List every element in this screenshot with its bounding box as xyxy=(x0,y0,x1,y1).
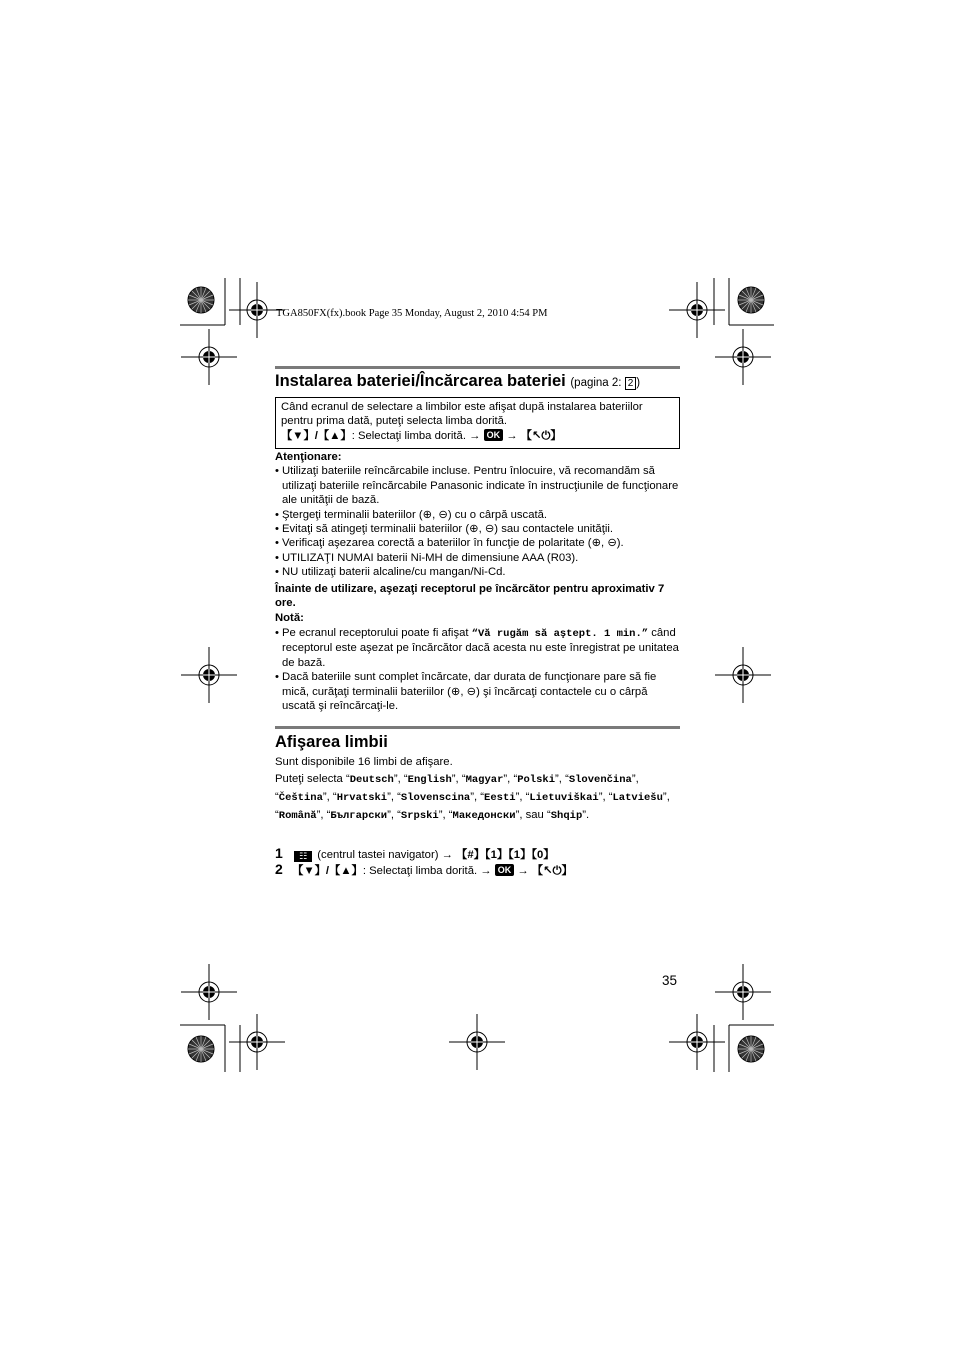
language-option: Română xyxy=(278,809,317,822)
menu-key-icon: ☷ xyxy=(294,851,312,862)
language-option: Lietuviškai xyxy=(529,791,599,804)
ok-key-icon: OK xyxy=(495,864,515,876)
list-item: • Ştergeţi terminalii bateriilor (⊕, ⊖) cu o cârpă uscată. xyxy=(275,508,680,522)
list-item: • Pe ecranul receptorului poate fi afişat “Vă rugăm să aştept. 1 min.” când receptorul este aşezat pe încărcător dacă acesta nu este înregistrat pe unitatea de bază. xyxy=(275,626,680,670)
list-item: • Utilizaţi bateriile reîncărcabile incluse. Pentru înlocuire, vă recomandăm să utilizaţi bateriile reîncărcabile Panasonic indicate în instrucţiunile de funcţionare ale unităţii de bază. xyxy=(275,464,680,507)
language-intro: Sunt disponibile 16 limbi de afişare. xyxy=(275,756,453,768)
key-sequence: 【#】【1】【1】【0】 xyxy=(456,849,555,861)
section-rule xyxy=(275,366,680,369)
arrow-icon: → xyxy=(506,429,518,442)
language-option: Македонски xyxy=(452,809,516,822)
list-item: • NU utilizaţi baterii alcaline/cu mangan/Ni-Cd. xyxy=(275,565,680,579)
language-option: Latviešu xyxy=(612,791,663,804)
language-option: Polski xyxy=(517,774,556,786)
note-heading: Notă: xyxy=(275,612,304,625)
language-option: Slovenčina xyxy=(568,774,632,786)
up-down-keys: 【▼】/【▲】 xyxy=(281,429,352,442)
title-text: Instalarea bateriei/Încărcarea bateriei xyxy=(275,372,566,390)
section-rule xyxy=(275,726,680,729)
box-instruction: 【▼】/【▲】: Selectaţi limba dorită. → OK → 【↖⏻】 xyxy=(281,429,562,442)
language-option: Български xyxy=(330,809,388,822)
list-item: • UTILIZAŢI NUMAI baterii Ni-MH de dimensiune AAA (R03). xyxy=(275,551,680,565)
page-reference: (pagina 2: 2 ) xyxy=(570,377,641,389)
book-header: TGA850FX(fx).book Page 35 Monday, August 2, 2010 4:54 PM xyxy=(276,308,548,319)
note-list xyxy=(275,626,680,713)
language-option: Srpski xyxy=(400,809,439,822)
up-down-keys: 【▼】/【▲】 xyxy=(292,865,363,877)
page-number: 35 xyxy=(662,973,678,988)
off-key-icon: 【↖⏻】 xyxy=(520,429,562,442)
language-select-box xyxy=(275,397,680,449)
language-option: Shqip xyxy=(550,809,583,822)
list-item: • Dacă bateriile sunt complet încărcate, dar durata de funcţionare pare să fie mică, curăţaţi terminalii bateriilor (⊕, ⊖) şi încărcaţi contactele cu o cârpă uscată şi reîncărcaţi-le. xyxy=(275,670,680,713)
box-intro: Când ecranul de selectare a limbilor este afişat după instalarea bateriilor pentru prima dată, puteţi selecta limba dorită. xyxy=(281,401,643,428)
caution-list xyxy=(275,464,680,579)
language-option: Slovenscina xyxy=(400,791,471,804)
language-option: Magyar xyxy=(465,774,504,786)
screen-message: “Vă rugăm să aştept. 1 min.” xyxy=(471,627,649,640)
list-item: • Evitaţi să atingeţi terminalii bateriilor (⊕, ⊖) sau contactele unităţii. xyxy=(275,522,680,536)
off-key-icon: 【↖⏻】 xyxy=(531,865,573,877)
language-option: English xyxy=(407,774,452,786)
arrow-icon: → xyxy=(441,849,453,861)
language-list: “Deutsch”, “English”, “Magyar”, “Polski”, “Slovenčina”, “Čeština”, “Hrvatski”, “Slovenscina”, “Eesti”, “Lietuviškai”, “Latviešu”, “Română”, “Български”, “Srpski”, “Македонски”, sau “Shqip”. xyxy=(275,773,670,822)
language-option: Hrvatski xyxy=(336,791,388,804)
caution-block xyxy=(275,450,680,713)
language-options: Puteţi selecta “Deutsch”, “English”, “Magyar”, “Polski”, “Slovenčina”, “Čeština”, “Hrvatski”, “Slovenscina”, “Eesti”, “Lietuviškai”, “Latviešu”, “Română”, “Български”, “Srpski”, “Македонски”, sau “Shqip”. xyxy=(275,773,670,822)
language-option: Deutsch xyxy=(349,774,394,786)
caution-heading: Atenţionare: xyxy=(275,451,342,463)
section-title-language: Afişarea limbii xyxy=(275,733,388,751)
step-2: 2 【▼】/【▲】: Selectaţi limba dorită. → OK → 【↖⏻】 xyxy=(275,861,573,877)
arrow-icon: → xyxy=(517,865,529,877)
language-option: Eesti xyxy=(484,791,516,804)
step-1: 1 ☷ (centrul tastei navigator) → 【#】【1】【1】【0】 xyxy=(275,845,555,861)
arrow-icon: → xyxy=(480,865,492,877)
language-option: Čeština xyxy=(278,791,323,804)
list-item: • Verificaţi aşezarea corectă a bateriilor în funcţie de polaritate (⊕, ⊖). xyxy=(275,536,680,550)
ok-key-icon: OK xyxy=(484,429,504,441)
arrow-icon: → xyxy=(469,429,481,442)
section-title-battery xyxy=(275,372,640,391)
charge-note: Înainte de utilizare, aşezaţi receptorul pe încărcător pentru aproximativ 7 ore. xyxy=(275,582,665,610)
